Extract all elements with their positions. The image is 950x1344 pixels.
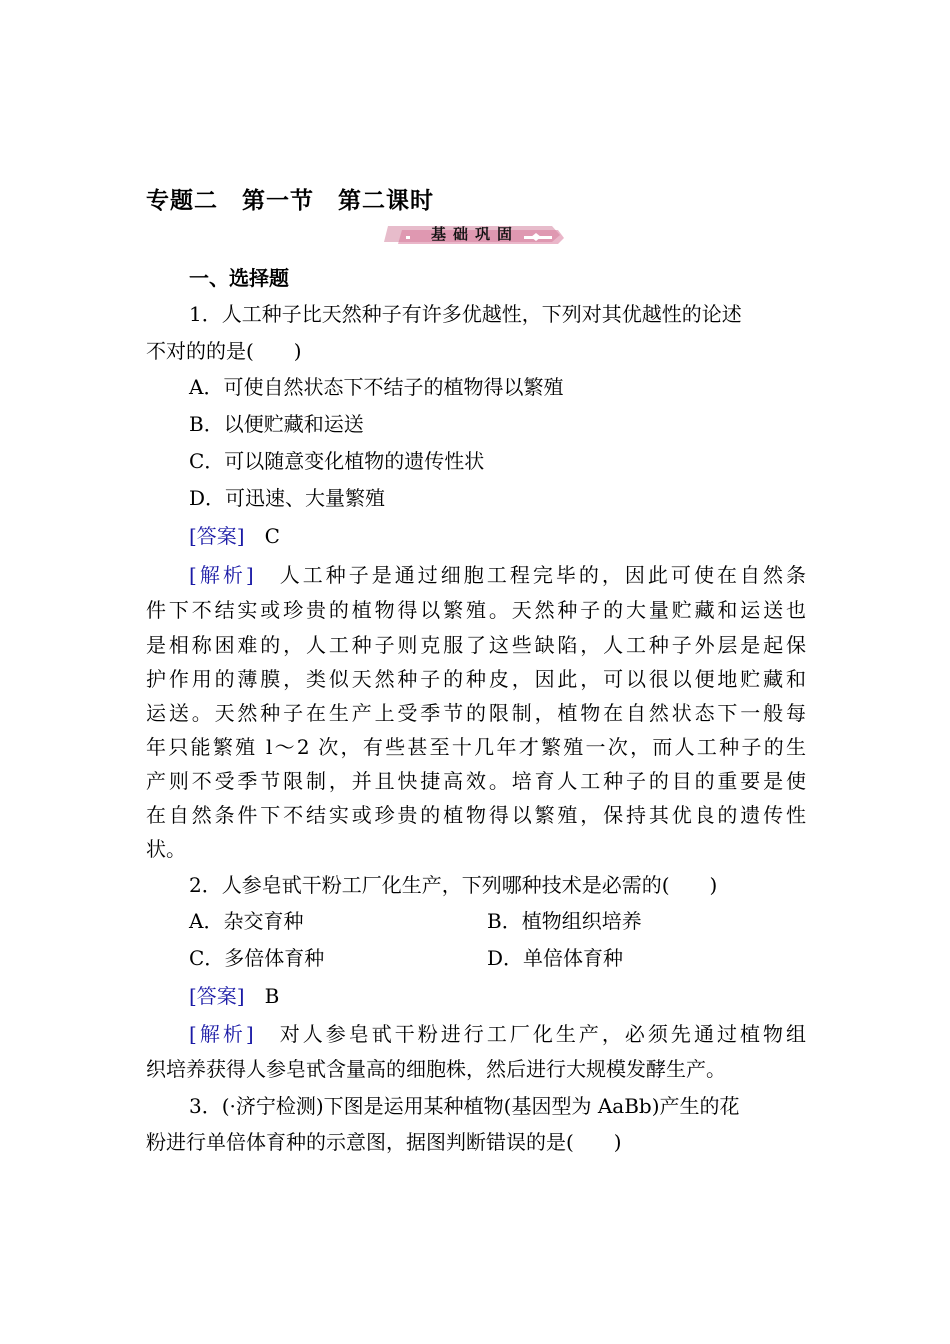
question-1-analysis-line-3: 是相称困难的，人工种子则克服了这些缺陷，人工种子外层是起保: [146, 633, 806, 657]
question-1-option-d: D．可迅速、大量繁殖: [189, 486, 386, 510]
question-1-option-c: C．可以随意变化植物的遗传性状: [189, 449, 485, 473]
question-2-stem: 2．人参皂甙干粉工厂化生产，下列哪种技术是必需的( ): [189, 873, 718, 897]
question-2-analysis-line-2: 织培养获得人参皂甙含量高的细胞株，然后进行大规模发酵生产。: [146, 1057, 726, 1081]
question-1-analysis-line-5: 运送。天然种子在生产上受季节的限制，植物在自然状态下一般每: [146, 701, 806, 725]
question-1-analysis-line-8: 在自然条件下不结实或珍贵的植物得以繁殖，保持其优良的遗传性: [146, 803, 806, 827]
question-2-answer: [189, 983, 849, 1009]
analysis-text: 对人参皂甙干粉进行工厂化生产，必须先通过植物组: [279, 1022, 807, 1046]
question-1-analysis-line-4: 护作用的薄膜，类似天然种子的种皮，因此，可以很以便地贮藏和: [146, 667, 806, 691]
question-1-option-a: A．可使自然状态下不结子的植物得以繁殖: [189, 375, 564, 399]
question-1-option-b: B．以便贮藏和运送: [189, 412, 364, 436]
analysis-tag: [解析]: [189, 1022, 254, 1046]
question-3-stem-line-2: 粉进行单倍体育种的示意图，据图判断错误的是( ): [146, 1130, 622, 1154]
question-2-option-c: C．多倍体育种: [189, 946, 325, 970]
answer-tag: [答案]: [189, 524, 245, 548]
question-1-answer: [189, 523, 849, 549]
question-1-analysis-line-2: 件下不结实或珍贵的植物得以繁殖。天然种子的大量贮藏和运送也: [146, 598, 806, 622]
question-2-option-d: D．单倍体育种: [487, 946, 624, 970]
question-2-analysis-line-1: [189, 1021, 806, 1047]
question-2-option-a: A．杂交育种: [189, 909, 304, 933]
question-2-option-b: B．植物组织培养: [487, 909, 642, 933]
question-1-analysis-line-6: 年只能繁殖 l～2 次，有些甚至十几年才繁殖一次，而人工种子的生: [146, 735, 806, 759]
question-1-stem-line-2: 不对的的是( ): [146, 339, 302, 363]
question-1-stem-line-1: 1．人工种子比天然种子有许多优越性，下列对其优越性的论述: [189, 302, 742, 326]
analysis-tag: [解析]: [189, 563, 254, 587]
section-heading: 一、选择题: [189, 266, 289, 290]
answer-value: C: [264, 524, 280, 548]
section-banner: [384, 222, 566, 248]
answer-value: B: [264, 984, 280, 1008]
question-1-analysis-line-9: 状。: [146, 837, 186, 861]
page-title: 专题二 第一节 第二课时: [146, 188, 434, 214]
question-1-analysis-line-7: 产则不受季节限制，并且快捷高效。培育人工种子的目的重要是使: [146, 769, 806, 793]
analysis-text: 人工种子是通过细胞工程完毕的，因此可使在自然条: [279, 563, 807, 587]
question-3-stem-line-1: 3．(·济宁检测)下图是运用某种植物(基因型为 AaBb)产生的花: [189, 1094, 740, 1118]
answer-tag: [答案]: [189, 984, 245, 1008]
banner-label: 基础巩固: [430, 225, 519, 243]
question-1-analysis-line-1: [189, 562, 806, 588]
